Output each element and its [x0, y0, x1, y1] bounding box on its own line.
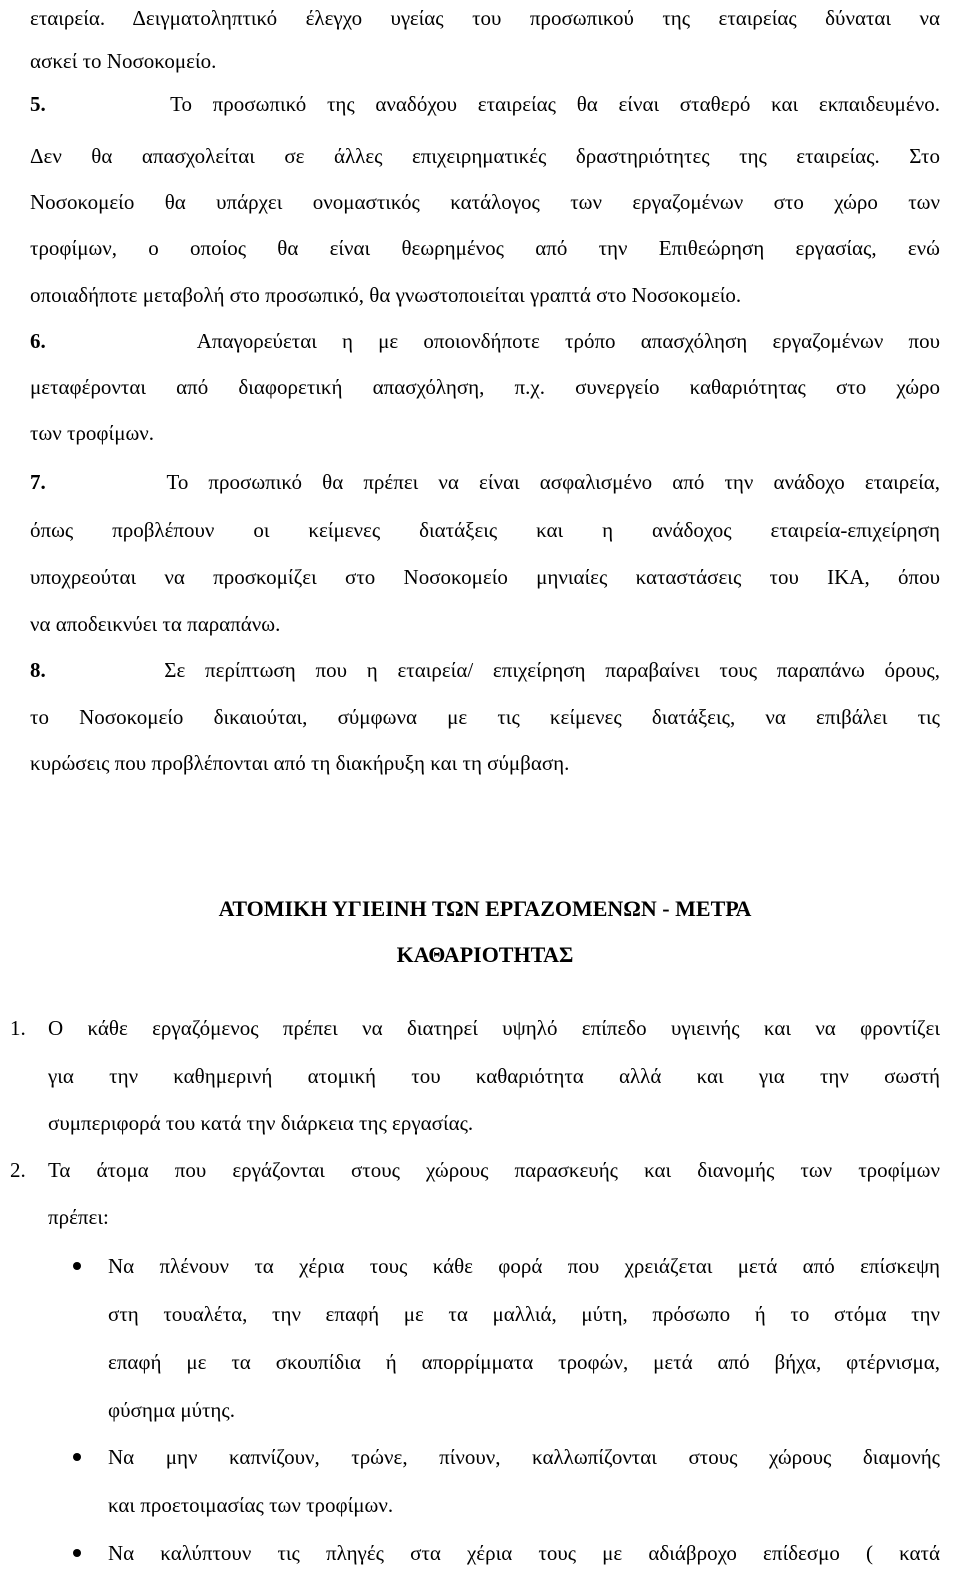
section-heading-line-1: ΑΤΟΜΙΚΗ ΥΓΙΕΙΝΗ ΤΩΝ ΕΡΓΑΖΟΜΕΝΩΝ - ΜΕΤΡΑ: [218, 896, 752, 921]
item-6-text: Απαγορεύεται η με οποιονδήποτε τρόπο απασχόληση εργαζομένων που: [196, 329, 940, 353]
bullet-3-line-1: Να καλύπτουν τις πληγές στα χέρια τους με αδιάβροχο επίδεσμο ( κατά: [108, 1541, 940, 1565]
bullet-2-marker: [73, 1453, 81, 1461]
item-5-line-2: Δεν θα απασχολείται σε άλλες επιχειρηματικές δραστηριότητες της εταιρείας. Στο: [30, 144, 940, 168]
item-7-line-1: [30, 468, 940, 496]
list-item-1-line-2: για την καθημερινή ατομική του καθαριότητα αλλά και για την σωστή: [48, 1064, 940, 1088]
item-5-number: 5.: [30, 92, 46, 116]
item-6-number: 6.: [30, 329, 46, 353]
intro-line-1: εταιρεία. Δειγματοληπτικό έλεγχο υγείας του προσωπικού της εταιρείας δύναται να: [30, 6, 940, 30]
list-item-1-line-3: συμπεριφορά του κατά την διάρκεια της εργασίας.: [48, 1111, 474, 1135]
item-6-line-2: μεταφέρονται από διαφορετική απασχόληση, π.χ. συνεργείο καθαριότητας στο χώρο: [30, 375, 940, 399]
item-8-number: 8.: [30, 658, 46, 682]
bullet-1-line-4: φύσημα μύτης.: [108, 1398, 235, 1422]
item-5-text: Το προσωπικό της αναδόχου εταιρείας θα είναι σταθερό και εκπαιδευμένο.: [170, 92, 940, 116]
bullet-2-line-1: Να μην καπνίζουν, τρώνε, πίνουν, καλλωπίζονται στους χώρους διαμονής: [108, 1445, 940, 1469]
item-7-line-2: όπως προβλέπουν οι κείμενες διατάξεις και η ανάδοχος εταιρεία-επιχείρηση: [30, 518, 940, 542]
item-7-text: Το προσωπικό θα πρέπει να είναι ασφαλισμένο από την ανάδοχο εταιρεία,: [166, 470, 940, 494]
item-7-line-3: υποχρεούται να προσκομίζει στο Νοσοκομείο μηνιαίες καταστάσεις του ΙΚΑ, όπου: [30, 565, 940, 589]
list-item-2-number: 2.: [10, 1158, 26, 1182]
list-item-1-line-1: Ο κάθε εργαζόμενος πρέπει να διατηρεί υψηλό επίπεδο υγιεινής και να φροντίζει: [48, 1016, 940, 1040]
item-8-text: Σε περίπτωση που η εταιρεία/ επιχείρηση παραβαίνει τους παραπάνω όρους,: [164, 658, 940, 682]
item-7-number: 7.: [30, 470, 46, 494]
section-heading-line-2: ΚΑΘΑΡΙΟΤΗΤΑΣ: [396, 942, 574, 967]
list-item-1-number: 1.: [10, 1016, 26, 1040]
list-item-2-line-1: Τα άτομα που εργάζονται στους χώρους παρασκευής και διανομής των τροφίμων: [48, 1158, 940, 1182]
item-5-line-5: οποιαδήποτε μεταβολή στο προσωπικό, θα γνωστοποιείται γραπτά στο Νοσοκομείο.: [30, 283, 742, 307]
item-5-line-1: [30, 90, 940, 118]
bullet-1-line-1: Να πλένουν τα χέρια τους κάθε φορά που χρειάζεται μετά από επίσκεψη: [108, 1254, 940, 1278]
item-5-line-3: Νοσοκομείο θα υπάρχει ονομαστικός κατάλογος των εργαζομένων στο χώρο των: [30, 190, 940, 214]
bullet-3-marker: [73, 1549, 81, 1557]
bullet-2-line-2: και προετοιμασίας των τροφίμων.: [108, 1493, 394, 1517]
list-item-2-line-2: πρέπει:: [48, 1205, 109, 1229]
item-8-line-2: το Νοσοκομείο δικαιούται, σύμφωνα με τις κείμενες διατάξεις, να επιβάλει τις: [30, 705, 940, 729]
bullet-1-line-3: επαφή με τα σκουπίδια ή απορρίμματα τροφών, μετά από βήχα, φτέρνισμα,: [108, 1350, 940, 1374]
intro-line-2: ασκεί το Νοσοκομείο.: [30, 49, 217, 73]
bullet-1-marker: [73, 1262, 81, 1270]
item-6-line-1: [30, 327, 940, 355]
bullet-1-line-2: στη τουαλέτα, την επαφή με τα μαλλιά, μύτη, πρόσωπο ή το στόμα την: [108, 1302, 940, 1326]
item-6-line-3: των τροφίμων.: [30, 421, 155, 445]
item-7-line-4: να αποδεικνύει τα παραπάνω.: [30, 612, 281, 636]
item-8-line-3: κυρώσεις που προβλέπονται από τη διακήρυξη και τη σύμβαση.: [30, 751, 570, 775]
item-8-line-1: [30, 656, 940, 684]
item-5-line-4: τροφίμων, ο οποίος θα είναι θεωρημένος από την Επιθεώρηση εργασίας, ενώ: [30, 236, 940, 260]
